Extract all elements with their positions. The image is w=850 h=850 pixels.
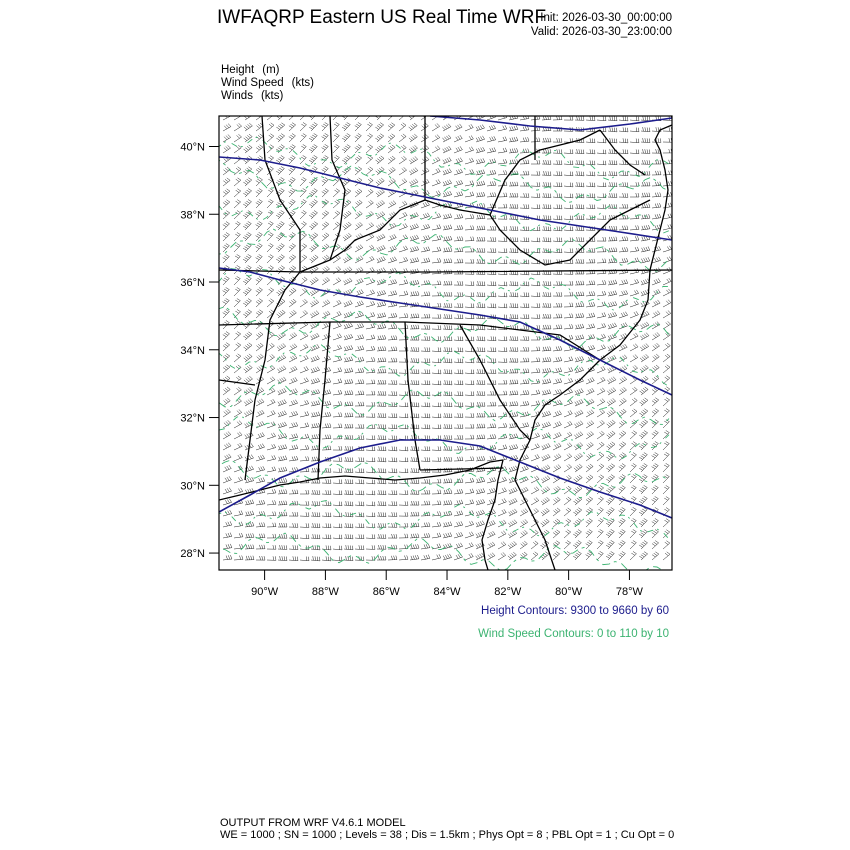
valid-time: Valid: 2026-03-30_23:00:00	[530, 26, 672, 38]
lat-tick-label: 38°N	[180, 209, 205, 222]
height-contour	[219, 157, 672, 240]
lon-tick-label: 88°W	[311, 586, 339, 598]
map-title: IWFAQRP Eastern US Real Time WRF	[217, 7, 547, 28]
lat-tick-label: 28°N	[180, 548, 205, 561]
lat-tick-label: 32°N	[180, 412, 205, 425]
field-unit: (m)	[262, 64, 280, 76]
state-border	[405, 322, 420, 470]
lon-tick-label: 82°W	[494, 586, 522, 598]
field-name: Wind Speed	[221, 77, 284, 89]
state-border	[600, 130, 645, 175]
state-border	[425, 200, 650, 265]
field-unit: (kts)	[291, 77, 315, 89]
wind-speed-contour	[219, 269, 669, 311]
state-border	[219, 322, 600, 360]
state-border	[245, 272, 300, 480]
field-name: Winds	[221, 90, 253, 102]
wind-speed-contour	[219, 345, 669, 387]
model-info-line1: OUTPUT FROM WRF V4.6.1 MODEL	[220, 817, 406, 829]
height-contour	[430, 116, 672, 130]
lon-tick-label: 80°W	[555, 586, 583, 598]
lon-tick-label: 78°W	[615, 586, 643, 598]
height-contours-legend: Height Contours: 9300 to 9660 by 60	[481, 605, 669, 617]
height-contour	[219, 440, 672, 518]
wind-speed-contour	[219, 533, 669, 576]
lon-tick-label: 90°W	[251, 586, 279, 598]
height-contours	[219, 116, 672, 518]
lat-tick-label: 34°N	[180, 344, 205, 357]
init-time: Init: 2026-03-30_00:00:00	[540, 12, 672, 24]
lon-tick-label: 86°W	[372, 586, 400, 598]
gulf-coast	[219, 460, 503, 500]
map-frame	[219, 116, 672, 570]
state-border	[219, 270, 672, 272]
wind-speed-contours-legend: Wind Speed Contours: 0 to 110 by 10	[478, 628, 669, 640]
lat-tick-label: 30°N	[180, 480, 205, 493]
lat-tick-label: 36°N	[180, 277, 205, 290]
state-border	[318, 322, 330, 480]
wind-speed-contour	[219, 137, 669, 180]
lat-tick-label: 40°N	[180, 141, 205, 154]
state-border	[460, 325, 530, 440]
field-unit: (kts)	[260, 90, 284, 102]
wind-speed-contour	[219, 229, 669, 271]
state-borders	[219, 116, 672, 570]
field-name: Height	[221, 64, 255, 76]
model-info-line2: WE = 1000 ; SN = 1000 ; Levels = 38 ; Dis = 1.5km ; Phys Opt = 8 ; PBL Opt = 1 ; Cu Opt = 0	[220, 829, 675, 841]
lon-tick-label: 84°W	[433, 586, 461, 598]
